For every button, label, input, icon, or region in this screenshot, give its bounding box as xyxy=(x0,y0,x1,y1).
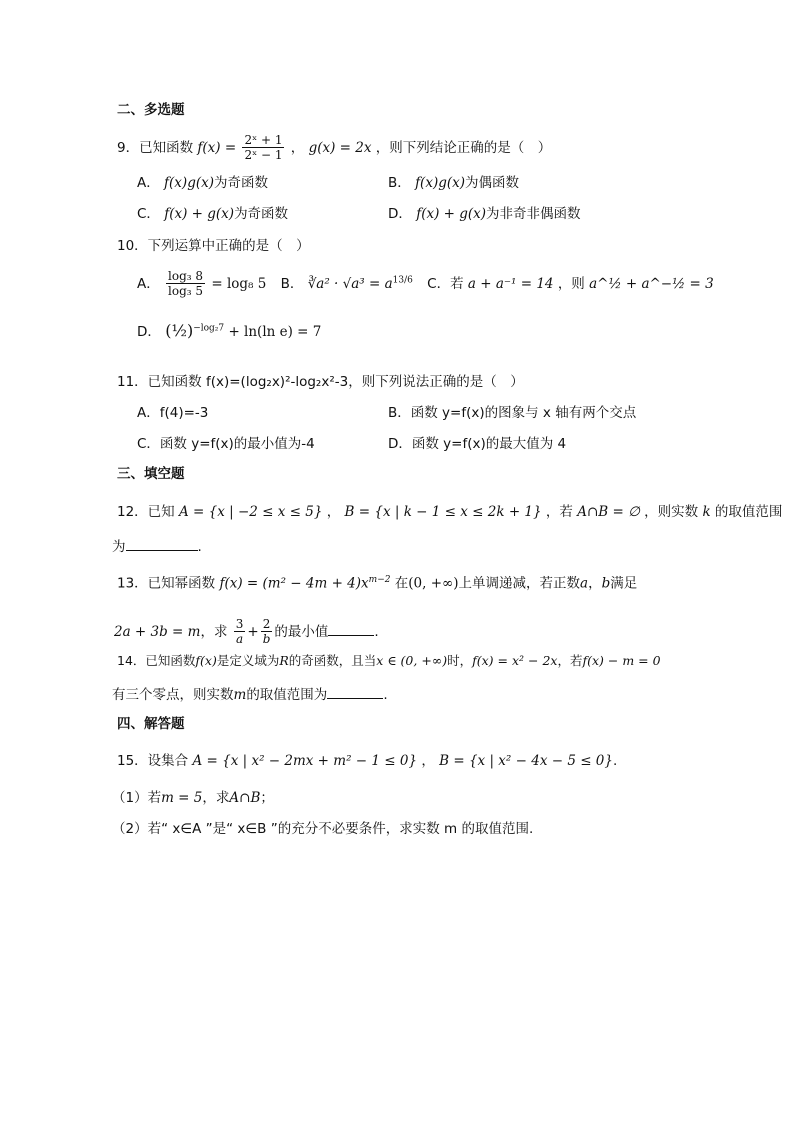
q12-set-a: A = {x | −2 ≤ x ≤ 5} xyxy=(178,504,323,520)
q9-f-lhs: f(x) = xyxy=(197,139,237,156)
q14-m: m xyxy=(233,687,247,703)
q11-option-d: D．函数 y=f(x)的最大值为 4 xyxy=(388,436,567,452)
q13-text: 13．已知幂函数 xyxy=(117,575,216,592)
option-label: C．若 xyxy=(427,275,464,292)
q15-part-2: （2）若“ x∈A ”是“ x∈B ”的充分不必要条件，求实数 m 的取值范围. xyxy=(112,821,534,837)
section-heading-multi-choice: 二、多选题 xyxy=(117,102,185,118)
q14-text: 有三个零点，则实数 xyxy=(112,687,234,703)
frac-denominator: log₃ 5 xyxy=(168,284,204,299)
q15-end: . xyxy=(612,753,618,769)
option-expr: f(x)g(x) xyxy=(415,175,465,191)
q13-interval: (0, +∞) xyxy=(408,575,459,592)
q10-a-rhs: = log₈ 5 xyxy=(211,275,267,292)
q15-set-b: B = {x | x² − 4x − 5 ≤ 0} xyxy=(439,753,613,769)
q14-text: 的奇函数，且当 xyxy=(288,653,377,668)
option-text: 为偶函数 xyxy=(465,175,519,191)
q12-comma: ， xyxy=(326,504,341,520)
q9-frac-denominator: 2ˣ − 1 xyxy=(244,148,283,163)
q15-part-1 xyxy=(112,792,274,806)
q10-option-b xyxy=(281,276,418,292)
q13-text: 上单调递减，若正数 xyxy=(458,575,581,592)
q9-option-c xyxy=(137,208,288,222)
option-label: A． xyxy=(137,175,160,191)
q14-fx: f(x) xyxy=(195,653,217,668)
question-14-line-2 xyxy=(112,689,388,703)
q14-text: ，若 xyxy=(557,653,583,668)
q12-text: 的取值范围 xyxy=(714,504,783,520)
q9-suffix: ，则下列结论正确的是（ ） xyxy=(375,139,552,156)
q13-function: f(x) = (m² − 4m + 4)x xyxy=(219,575,369,592)
section-heading-answer: 四、解答题 xyxy=(117,716,185,732)
q11-option-c: C．函数 y=f(x)的最小值为-4 xyxy=(137,436,315,452)
q15-text: ； xyxy=(260,790,274,806)
q10-option-c xyxy=(427,276,714,292)
q13-frac-1 xyxy=(234,617,246,647)
option-expr: f(x)g(x) xyxy=(164,175,214,191)
q12-period: . xyxy=(197,539,202,555)
q12-k: k xyxy=(702,504,711,520)
q13-period: . xyxy=(374,623,379,640)
q13-a: a xyxy=(580,575,589,592)
q14-definition: f(x) = x² − 2x xyxy=(472,653,558,668)
q15-part1-condition: m = 5 xyxy=(161,790,203,806)
q12-text: 为 xyxy=(112,539,126,555)
option-label: B． xyxy=(280,275,304,292)
section-heading-fill-blank: 三、填空题 xyxy=(117,466,185,482)
option-label: D． xyxy=(388,206,412,222)
q9-option-a xyxy=(137,177,268,191)
q15-part1-expr: A∩B xyxy=(229,790,261,806)
q15-comma: ， xyxy=(421,753,435,769)
frac-denominator: b xyxy=(262,632,271,647)
q10-d-exponent: −log₂7 xyxy=(193,323,225,334)
q10-option-row-abc xyxy=(137,269,714,299)
q13-plus: + xyxy=(247,623,259,640)
q9-prefix: 9．已知函数 xyxy=(117,139,194,156)
q10-a-fraction xyxy=(166,269,205,299)
q10-d-rest: + ln(ln e) = 7 xyxy=(228,324,322,340)
question-14-line-1 xyxy=(117,655,661,668)
q10-option-d xyxy=(137,323,321,340)
q9-fraction xyxy=(242,133,284,163)
q9-g-def: g(x) = 2x xyxy=(308,139,372,156)
q15-set-a: A = {x | x² − 2mx + m² − 1 ≤ 0} xyxy=(192,753,418,769)
q12-text: ，则实数 xyxy=(644,504,699,520)
q14-period: . xyxy=(383,687,388,703)
frac-denominator: a xyxy=(236,632,244,647)
q9-option-b xyxy=(388,177,519,191)
q14-text: 是定义域为 xyxy=(216,653,280,668)
frac-numerator: log₃ 8 xyxy=(168,269,204,283)
question-13-line-2 xyxy=(114,617,379,647)
q14-domain: x ∈ (0, +∞) xyxy=(376,653,448,668)
q10-b-exponent: 13/6 xyxy=(392,275,413,286)
q13-frac-2 xyxy=(261,617,273,647)
q13-text: 在 xyxy=(394,575,409,592)
q10-option-a xyxy=(137,269,271,299)
option-text: 为奇函数 xyxy=(234,206,289,222)
q12-set-b: B = {x | k − 1 ≤ x ≤ 2k + 1} xyxy=(344,504,542,520)
frac-numerator: 2 xyxy=(262,617,271,631)
q13-text: 的最小值 xyxy=(274,623,329,640)
option-label: A． xyxy=(137,275,160,292)
question-10-stem: 10．下列运算中正确的是（ ） xyxy=(117,238,310,254)
q10-d-base: (½) xyxy=(165,321,194,340)
q13-exponent: m−2 xyxy=(368,575,391,585)
q9-frac-numerator: 2ˣ + 1 xyxy=(244,133,283,147)
q12-condition: A∩B = ∅ xyxy=(577,504,640,520)
question-9-stem xyxy=(117,133,551,163)
q12-answer-blank[interactable] xyxy=(126,550,198,551)
frac-numerator: 3 xyxy=(235,617,244,631)
option-text: 为非奇非偶函数 xyxy=(486,206,581,222)
q15-text: （1）若 xyxy=(112,790,162,806)
q13-sep: ， xyxy=(588,575,602,592)
q11-option-b: B．函数 y=f(x)的图象与 x 轴有两个交点 xyxy=(388,405,637,421)
q12-text: 12．已知 xyxy=(117,504,175,520)
q12-text: ，若 xyxy=(545,504,573,520)
option-label: B． xyxy=(388,175,411,191)
question-12-line-1 xyxy=(117,506,782,520)
question-13-line-1 xyxy=(117,576,637,591)
q15-text: ，求 xyxy=(202,790,230,806)
option-expr: f(x) + g(x) xyxy=(416,206,487,222)
question-11-stem: 11．已知函数 f(x)=(log₂x)²-log₂x²-3，则下列说法正确的是（ ） xyxy=(117,374,524,390)
q13-condition: 2a + 3b = m xyxy=(114,623,201,640)
q13-text: ，求 xyxy=(200,623,228,640)
q13-b: b xyxy=(601,575,611,592)
q14-text: 的取值范围为 xyxy=(246,687,328,703)
option-text: 为奇函数 xyxy=(213,175,268,191)
question-12-line-2 xyxy=(112,541,202,555)
q14-text: 时， xyxy=(447,653,473,668)
question-15-stem xyxy=(117,755,617,769)
q10-c-mid: ，则 xyxy=(557,275,585,292)
q14-text: 14．已知函数 xyxy=(117,653,196,668)
q10-b-expr: ∛a² · √a³ = a xyxy=(307,275,393,292)
q14-equation: f(x) − m = 0 xyxy=(582,653,661,668)
q11-option-a: A．f(4)=-3 xyxy=(137,405,209,421)
option-expr: f(x) + g(x) xyxy=(164,206,235,222)
option-label: C． xyxy=(137,206,160,222)
q10-c-result: a^½ + a^−½ = 3 xyxy=(589,275,714,292)
q13-text: 满足 xyxy=(610,575,638,592)
q9-mid: ， xyxy=(290,139,305,156)
q14-answer-blank[interactable] xyxy=(327,698,383,699)
q13-answer-blank[interactable] xyxy=(328,635,374,636)
q9-option-d xyxy=(388,208,581,222)
q14-R: R xyxy=(279,653,289,668)
option-label: D． xyxy=(137,324,161,340)
q15-text: 15．设集合 xyxy=(117,753,189,769)
q10-c-condition: a + a⁻¹ = 14 xyxy=(467,275,554,292)
